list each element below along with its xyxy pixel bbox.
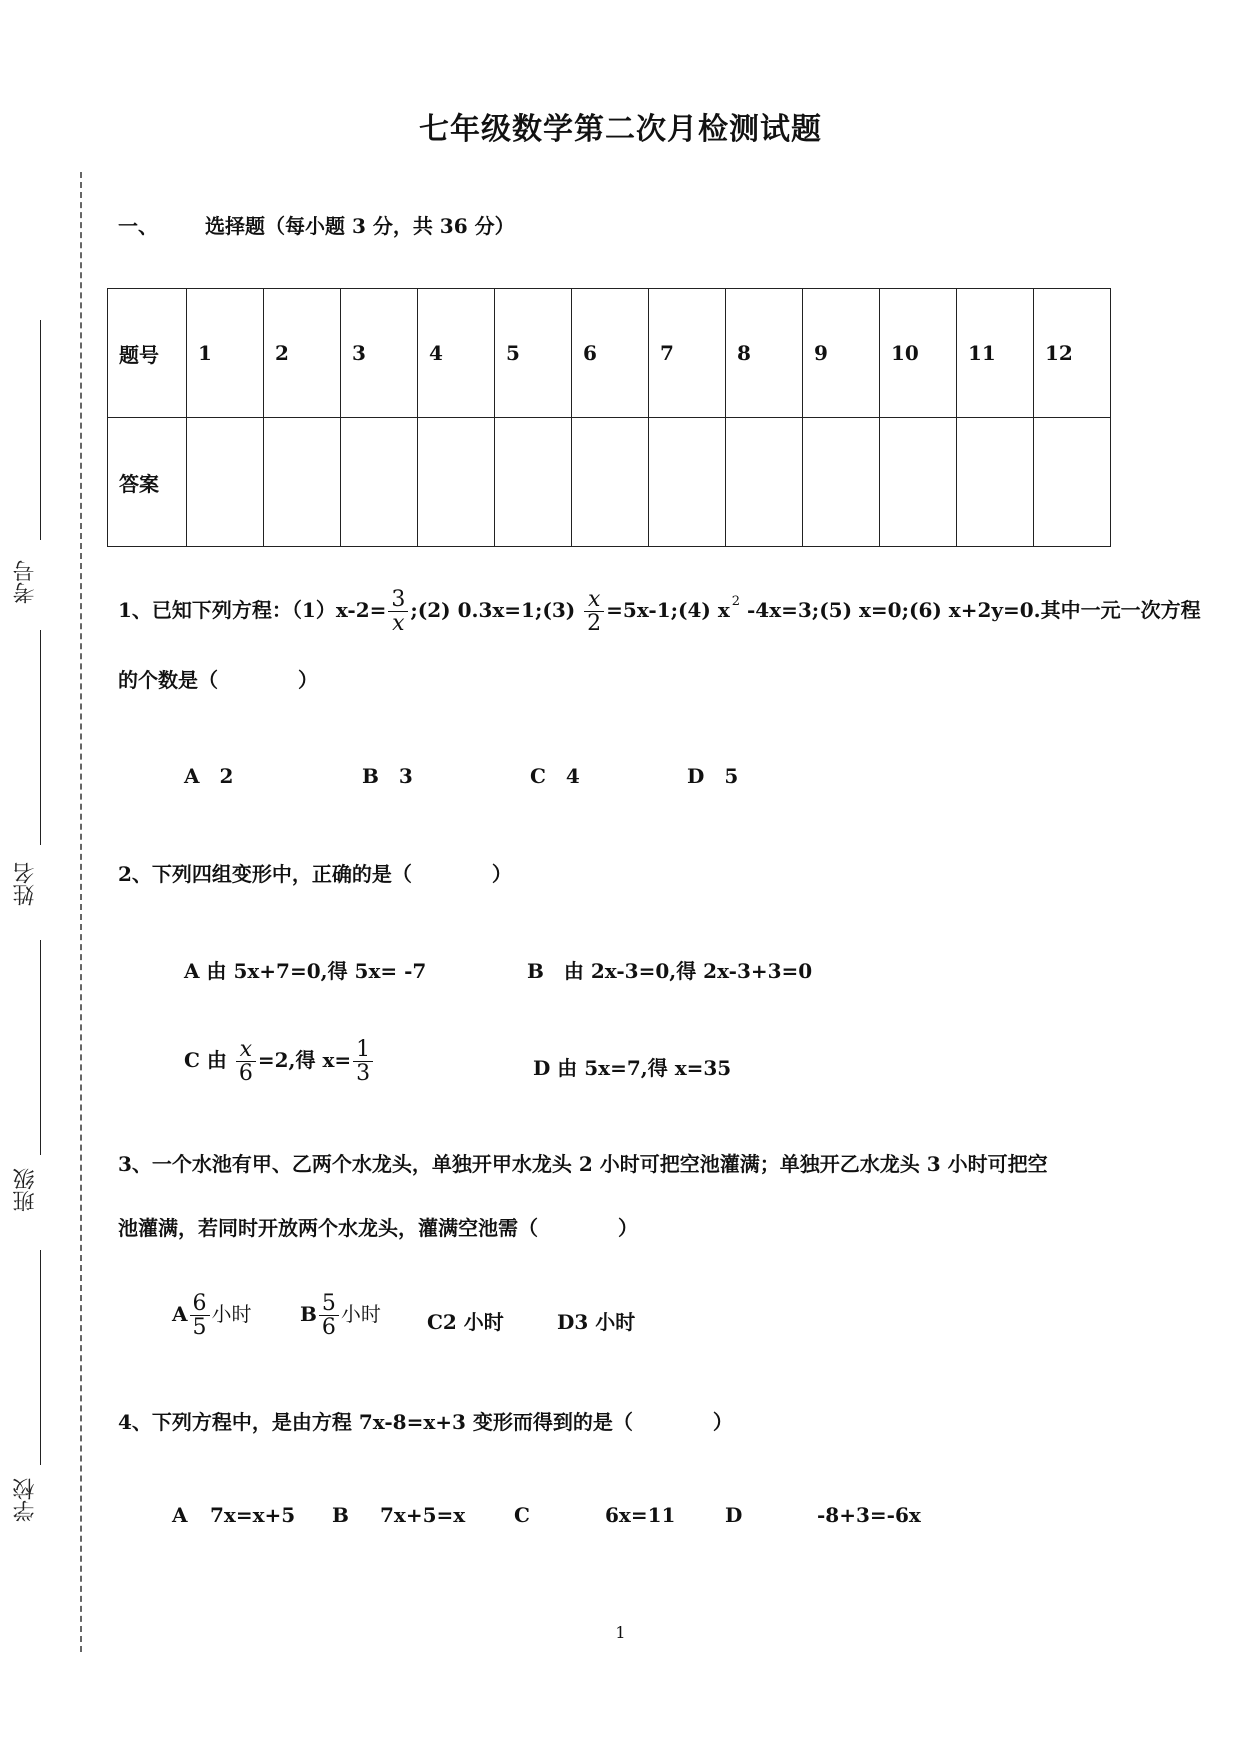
answer-table — [107, 288, 1111, 547]
q4-option-a-letter: A — [172, 1503, 188, 1527]
q4-option-b-value: 7x+5=x — [380, 1503, 466, 1527]
q4-option-b-letter: B — [332, 1503, 349, 1527]
q2-option-c — [184, 1038, 375, 1085]
answer-cell[interactable] — [572, 418, 649, 547]
answer-cell[interactable] — [264, 418, 341, 547]
q1-frac1-num: 3 — [391, 587, 406, 612]
table-cell-number: 11 — [957, 289, 1034, 418]
table-cell-number: 8 — [726, 289, 803, 418]
q2-frac1-num: x — [239, 1037, 253, 1062]
q2-optc-mid: =2,得 x= — [257, 1048, 352, 1073]
q1-superscript: 2 — [731, 594, 741, 610]
side-label-xuexiao: 学校 — [13, 1478, 38, 1522]
q1-option-c: C 4 — [530, 764, 580, 788]
q2-fraction-1-over-3 — [353, 1038, 373, 1085]
answer-cell[interactable] — [726, 418, 803, 547]
q1-fraction-x-over-2 — [584, 588, 604, 635]
q3-opta-den: 5 — [192, 1315, 207, 1341]
answer-cell[interactable] — [341, 418, 418, 547]
q2-option-a: A 由 5x+7=0,得 5x= -7 — [184, 959, 427, 983]
answer-cell[interactable] — [1034, 418, 1111, 547]
table-cell-number: 9 — [803, 289, 880, 418]
q3-optb-letter: B — [300, 1302, 317, 1327]
kaohao-rule — [40, 320, 41, 540]
q1-tail: -4x=3;(5) x=0;(6) x+2y=0.其中一元一次方程 — [740, 598, 1201, 623]
q3-optb-den: 6 — [321, 1315, 336, 1341]
table-row-answers — [108, 418, 1111, 547]
table-cell-number: 10 — [880, 289, 957, 418]
q3-option-c: C2 小时 — [427, 1310, 504, 1334]
q2-option-d: D 由 5x=7,得 x=35 — [533, 1056, 732, 1080]
answer-cell[interactable] — [649, 418, 726, 547]
table-row-numbers — [108, 289, 1111, 418]
question-3-line1: 3、一个水池有甲、乙两个水龙头，单独开甲水龙头 2 小时可把空池灌满；单独开乙水龙头 3 小时可把空 — [118, 1152, 1048, 1176]
q3-opta-letter: A — [172, 1302, 188, 1327]
page-number: 1 — [615, 1623, 626, 1642]
answer-cell[interactable] — [418, 418, 495, 547]
q4-option-d-letter: D — [725, 1503, 743, 1527]
banji-rule — [40, 940, 41, 1155]
answer-cell[interactable] — [187, 418, 264, 547]
q3-opta-unit: 小时 — [211, 1302, 252, 1327]
q3-fraction-5-over-6 — [319, 1292, 339, 1339]
answer-cell[interactable] — [803, 418, 880, 547]
q3-optb-num: 5 — [321, 1291, 336, 1316]
table-cell-number: 2 — [264, 289, 341, 418]
table-cell-number: 12 — [1034, 289, 1111, 418]
q4-option-d-value: -8+3=-6x — [817, 1503, 921, 1527]
q1-fraction-3-over-x — [388, 588, 408, 635]
q2-fraction-x-over-6 — [236, 1038, 256, 1085]
answer-cell[interactable] — [957, 418, 1034, 547]
table-cell-number: 4 — [418, 289, 495, 418]
q1-option-d: D 5 — [687, 764, 739, 788]
table-cell-number: 7 — [649, 289, 726, 418]
q3-option-a — [172, 1292, 252, 1339]
q2-frac2-den: 3 — [356, 1061, 371, 1087]
xingming-rule — [40, 630, 41, 845]
section-number: 一、 — [118, 214, 158, 238]
page-title: 七年级数学第二次月检测试题 — [419, 112, 822, 147]
q1-frac2-num: x — [587, 587, 601, 612]
question-2: 2、下列四组变形中，正确的是（ ） — [118, 862, 512, 886]
side-label-banji: 班级 — [13, 1168, 38, 1212]
q3-fraction-6-over-5 — [190, 1292, 210, 1339]
table-cell-number: 3 — [341, 289, 418, 418]
table-cell-number: 5 — [495, 289, 572, 418]
q1-prefix: 1、已知下列方程：（1）x-2= — [118, 598, 387, 623]
table-cell-number: 6 — [572, 289, 649, 418]
xuexiao-rule — [40, 1250, 41, 1465]
answer-cell[interactable] — [495, 418, 572, 547]
q2-optc-prefix: C 由 — [184, 1048, 227, 1073]
binding-dashed-line — [80, 172, 82, 1652]
q1-mid: ;(2) 0.3x=1;(3) — [410, 598, 576, 623]
question-1-line1 — [118, 588, 1201, 635]
section-label: 选择题（每小题 3 分，共 36 分） — [205, 214, 515, 238]
q1-option-a: A 2 — [184, 764, 234, 788]
q1-after-frac2: =5x-1;(4) x — [606, 598, 730, 623]
q1-frac1-den: x — [392, 611, 405, 637]
q3-option-d: D3 小时 — [557, 1310, 636, 1334]
q2-option-b: B 由 2x-3=0,得 2x-3+3=0 — [527, 959, 813, 983]
q3-option-b — [300, 1292, 381, 1339]
question-1-line2: 的个数是（ ） — [118, 668, 318, 692]
q4-option-a-value: 7x=x+5 — [210, 1503, 296, 1527]
q1-option-b: B 3 — [362, 764, 413, 788]
q3-optb-unit: 小时 — [340, 1302, 381, 1327]
q4-option-c-value: 6x=11 — [605, 1503, 676, 1527]
q1-frac2-den: 2 — [587, 611, 602, 637]
q3-opta-num: 6 — [192, 1291, 207, 1316]
question-4: 4、下列方程中，是由方程 7x-8=x+3 变形而得到的是（ ） — [118, 1410, 733, 1434]
table-cell-number: 1 — [187, 289, 264, 418]
answer-cell[interactable] — [880, 418, 957, 547]
q4-option-c-letter: C — [514, 1503, 530, 1527]
table-head-number: 题号 — [108, 289, 187, 418]
side-label-xingming: 姓名 — [13, 862, 38, 906]
q2-frac1-den: 6 — [238, 1061, 253, 1087]
question-3-line2: 池灌满，若同时开放两个水龙头，灌满空池需（ ） — [118, 1216, 638, 1240]
side-label-kaohao: 考号 — [13, 560, 38, 604]
table-head-answer: 答案 — [108, 418, 187, 547]
q2-frac2-num: 1 — [356, 1037, 371, 1062]
